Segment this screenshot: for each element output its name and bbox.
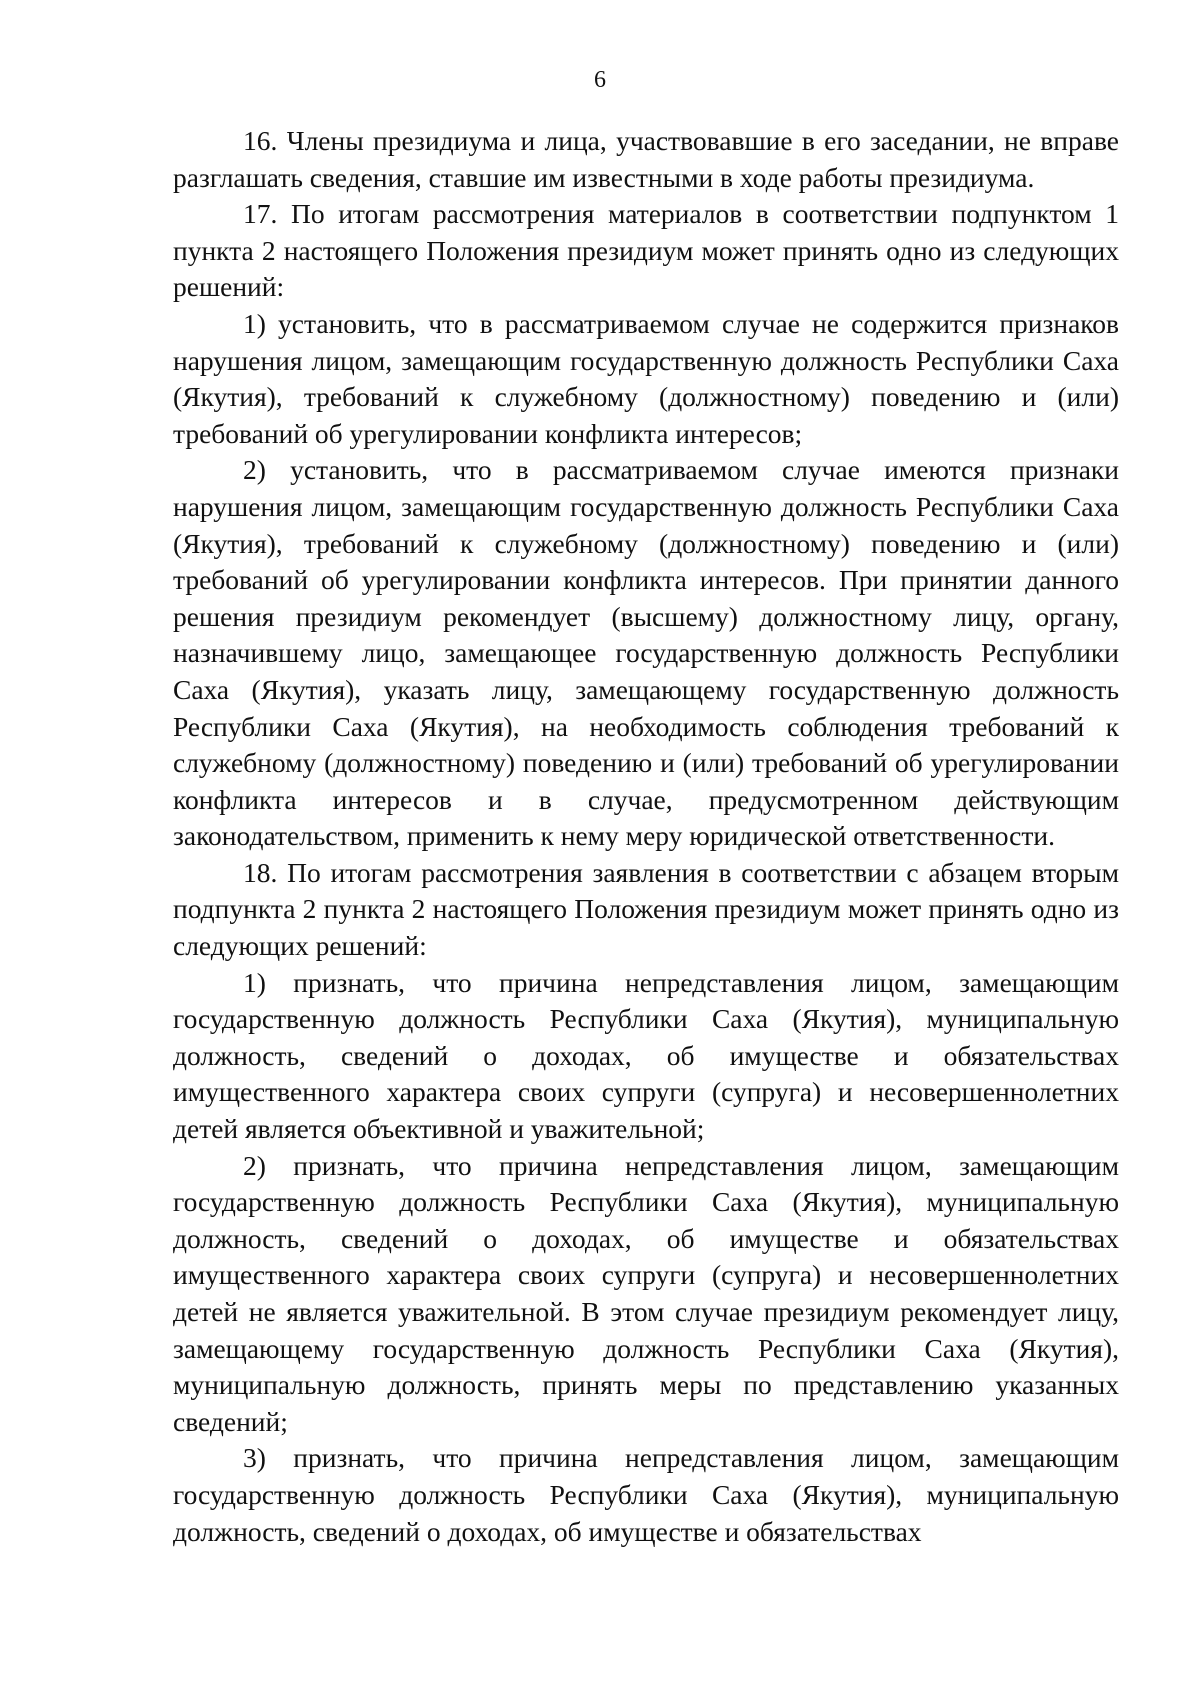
page-number: 6 <box>594 67 606 93</box>
paragraph-16: 16. Члены президиума и лица, участвовавшие в его заседании, не вправе разглашать сведения, ставшие им известными в ходе работы президиума. <box>173 125 1119 193</box>
paragraph-17: 17. По итогам рассмотрения материалов в соответствии подпунктом 1 пункта 2 настоящего Положения президиум может принять одно из следующих решений: <box>173 198 1119 303</box>
paragraph-17-item-1: 1) установить, что в рассматриваемом случае не содержится признаков нарушения лицом, замещающим государственную должность Республики Саха (Якутия), требований к служебному (должностному) поведению и (или) требований об урегулировании конфликта интересов; <box>173 307 1119 449</box>
paragraph-18-item-3: 3) признать, что причина непредставления лицом, замещающим государственную должность Республики Саха (Якутия), муниципальную должность, сведений о доходах, об имуществе и обязательствах <box>173 1442 1119 1547</box>
paragraph-17-item-2: 2) установить, что в рассматриваемом случае имеются признаки нарушения лицом, замещающим государственную должность Республики Саха (Якутия), требований к служебному (должностному) поведению и (или) требований об урегулировании конфликта интересов. При принятии данного решения президиум рекомендует (высшему) должностному лицу, органу, назначившему лицо, замещающее государственную должность Республики Саха (Якутия), указать лицу, замещающему государственную должность Республики Саха (Якутия), на необходимость соблюдения требований к служебному (должностному) поведению и (или) требований об урегулировании конфликта интересов и в случае, предусмотренном действующим законодательством, применить к нему меру юридической ответственности. <box>173 454 1119 852</box>
paragraph-18: 18. По итогам рассмотрения заявления в соответствии с абзацем вторым подпункта 2 пункта 2 настоящего Положения президиум может принять одно из следующих решений: <box>173 856 1119 962</box>
paragraph-18-item-2: 2) признать, что причина непредставления лицом, замещающим государственную должность Республики Саха (Якутия), муниципальную должность, сведений о доходах, об имуществе и обязательствах имущественного характера своих супруги (супруга) и несовершеннолетних детей не является уважительной. В этом случае президиум рекомендует лицу, замещающему государственную должность Республики Саха (Якутия), муниципальную должность, принять меры по представлению указанных сведений; <box>173 1149 1119 1437</box>
paragraph-18-item-1: 1) признать, что причина непредставления лицом, замещающим государственную должность Республики Саха (Якутия), муниципальную должность, сведений о доходах, об имуществе и обязательствах имущественного характера своих супруги (супруга) и несовершеннолетних детей является объективной и уважительной; <box>173 966 1119 1145</box>
document-body <box>173 123 1119 1550</box>
